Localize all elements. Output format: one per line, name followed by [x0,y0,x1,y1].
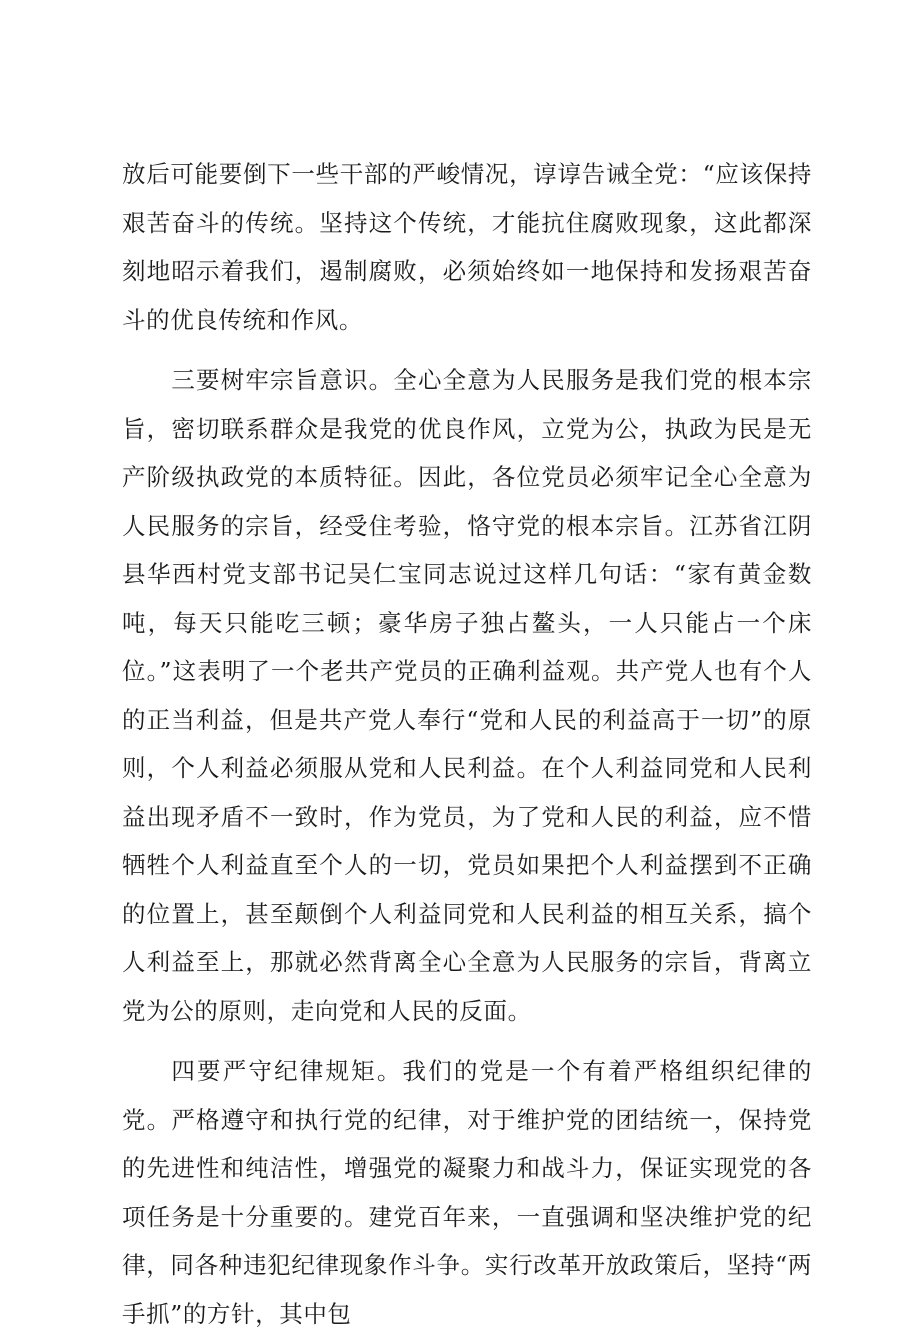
paragraph-continuation: 放后可能要倒下一些干部的严峻情况，谆谆告诫全党：“应该保持艰苦奋斗的传统。坚持这个传统，才能抗住腐败现象，这此都深刻地昭示着我们，遏制腐败，必须始终如一地保持和发扬艰苦奋斗的优良传统和作风。 [122,160,812,334]
document-page [122,150,812,1338]
paragraph-purpose-awareness: 三要树牢宗旨意识。全心全意为人民服务是我们党的根本宗旨，密切联系群众是我党的优良作风，立党为公，执政为民是无产阶级执政党的本质特征。因此，各位党员必须牢记全心全意为人民服务的宗旨，经受住考验，恪守党的根本宗旨。江苏省江阴县华西村党支部书记吴仁宝同志说过这样几句话：“家有黄金数吨，每天只能吃三顿；豪华房子独占鳌头，一人只能占一个床位。”这表明了一个老共产党员的正确利益观。共产党人也有个人的正当利益，但是共产党人奉行“党和人民的利益高于一切”的原则，个人利益必须服从党和人民利益。在个人利益同党和人民利益出现矛盾不一致时，作为党员，为了党和人民的利益，应不惜牺牲个人利益直至个人的一切，党员如果把个人利益摆到不正确的位置上，甚至颠倒个人利益同党和人民利益的相互关系，搞个人利益至上，那就必然背离全心全意为人民服务的宗旨，背离立党为公的原则，走向党和人民的反面。 [122,366,812,1025]
paragraph-discipline-rules: 四要严守纪律规矩。我们的党是一个有着严格组织纪律的党。严格遵守和执行党的纪律，对于维护党的团结统一，保持党的先进性和纯洁性，增强党的凝聚力和战斗力，保证实现党的各项任务是十分重要的。建党百年来，一直强调和坚决维护党的纪律，同各种违犯纪律现象作斗争。实行改革开放政策后，坚持“两手抓”的方针，其中包 [122,1057,812,1328]
